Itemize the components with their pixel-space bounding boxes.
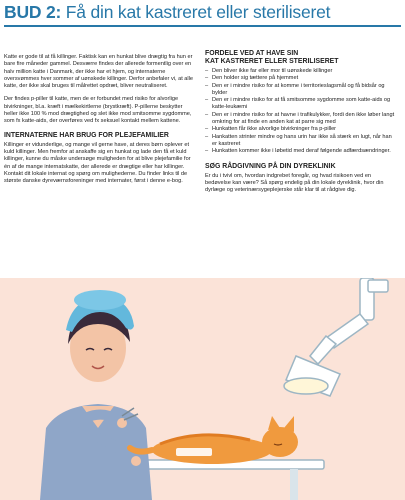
title-text: Få din kat kastreret eller steriliseret bbox=[61, 2, 331, 22]
list-item: – Den er i mindre risiko for at havne i trafikulykker, fordi den ikke løber langt omkring for at finde en anden kat at parre sig med bbox=[205, 112, 397, 127]
foster-heading: INTERNATERNE HAR BRUG FOR PLEJEFAMILIER bbox=[4, 131, 169, 139]
benefits-heading bbox=[205, 50, 397, 66]
left-column bbox=[4, 54, 194, 191]
vet-illustration bbox=[0, 278, 405, 500]
title-prefix: BUD 2: bbox=[4, 2, 62, 22]
advice-heading: SØG RÅDGIVNING PÅ DIN DYREKLINIK bbox=[205, 162, 336, 170]
foster-paragraph: Killinger er vidunderlige, og mange vil gerne have, at deres børn oplever et kuld killinger. Men fremfor at anskaffe sig en hunkat og lade den få et kuld killinger, kunne du måske undersøge muligheden for at blive plejefamilie for én af de mange internatskatte, der allerede er drægtige eller har killinger. Kontakt dit lokale internat og spørg om mulighederne. Du finder links til de største danske dyreværnsforeninger med internater, først i denne e-bog. bbox=[4, 141, 191, 185]
benefits-list bbox=[205, 68, 397, 156]
list-item: – Hankatten strinter mindre og hans urin har ikke så stærk en lugt, når han er kastreret bbox=[205, 134, 397, 149]
advice-paragraph: Er du i tvivl om, hvordan indgrebet foregår, og hvad risikoen ved en bedøvelse kan være? Så spørg endelig på din lokale dyreklinik, hvor din dyrlæge og veterinærsygeplejerske står klar til at rådgive dig. bbox=[205, 172, 384, 194]
intro-paragraph: Katte er gode til at få killinger. Faktisk kan en hunkat blive drægtig fra hun er bare fire måneder gammel. Desværre findes der allerede formentlig over en halv million katte i Danmark, der ikke har et hjem, og internaterne oversvømmes hver sommer af uønskede killinger. Derfor anbefaler vi, at alle katte, der ikke skal bruges til målrettet opdræt, bliver neutraliseret. bbox=[4, 54, 194, 90]
list-item: – Den er i mindre risiko for at komme i territorieslagsmål og få bidsår og bylder bbox=[205, 83, 397, 98]
list-item: – Hunkatten kommer ikke i løbetid med deraf følgende adfærdsændringer. bbox=[205, 148, 397, 155]
benefits-heading-line2: KAT KASTRERET ELLER STERILISERET bbox=[205, 58, 339, 65]
benefits-heading-line1: FORDELE VED AT HAVE SIN bbox=[205, 50, 299, 57]
pill-paragraph: Der findes p-piller til katte, men de er forbundet med risiko for alvorlige bivirkninger, bl.a. kræft i mælkekirtlerne (brystkræft). P-pillerne beskytter heller ikke 100 % mod drægtighed og slet ikke mod smitsomme sygdomme, som fx katte-aids, der overføres ved fx seksuel kontakt mellem kattene. bbox=[4, 96, 192, 125]
right-column bbox=[205, 50, 397, 200]
list-item: – Den holder sig tættere på hjemmet bbox=[205, 75, 397, 82]
list-item: – Den er i mindre risiko for at få smitsomme sygdomme som katte-aids og katte-leukæmi bbox=[205, 97, 397, 112]
title-divider bbox=[4, 25, 401, 27]
page-title bbox=[4, 2, 330, 23]
list-item: – Den bliver ikke far eller mor til uønskede killinger bbox=[205, 68, 397, 75]
list-item: – Hunkatten får ikke alvorlige bivirkninger fra p-piller bbox=[205, 126, 397, 133]
